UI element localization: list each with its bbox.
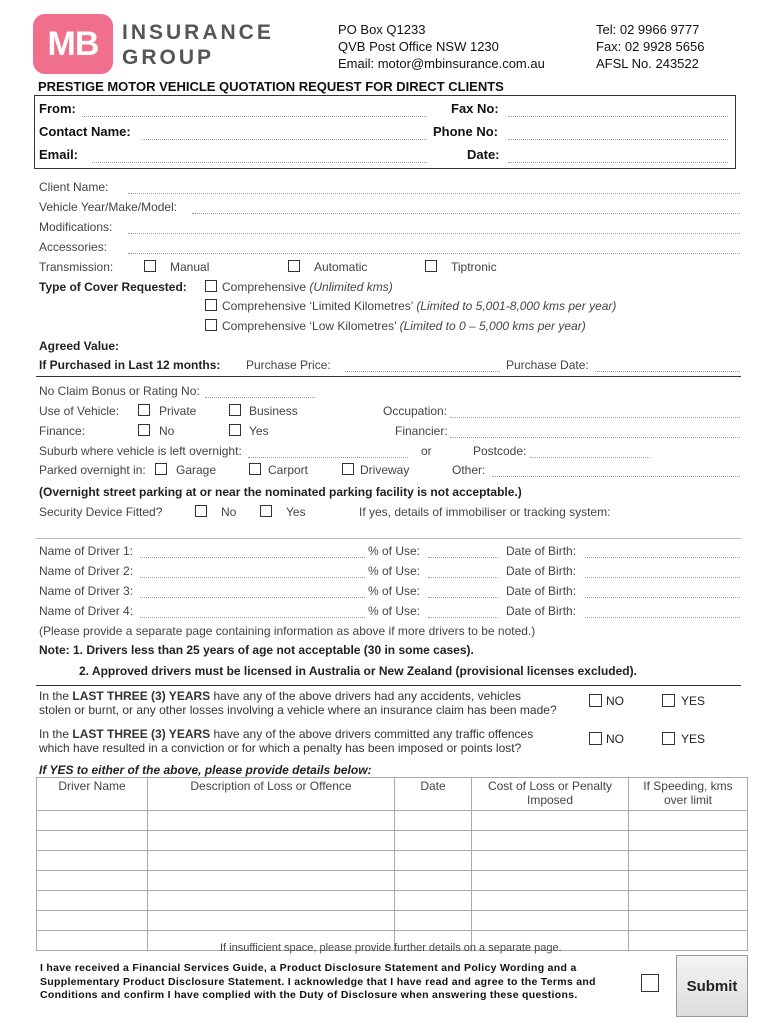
driver4-dob-field[interactable] [585, 617, 740, 618]
table-cell[interactable] [472, 831, 629, 851]
drivers-note-2: 2. Approved drivers must be licensed in Australia or New Zealand (provisional licenses excluded). [79, 664, 637, 678]
submit-button[interactable]: Submit [676, 955, 748, 1017]
phone-label: Phone No: [433, 124, 498, 139]
from-label: From: [39, 101, 76, 116]
carport-checkbox[interactable] [249, 463, 261, 475]
purchase-price-label: Purchase Price: [246, 358, 331, 372]
table-row [37, 891, 748, 911]
table-cell[interactable] [629, 931, 748, 951]
header-afsl: AFSL No. 243522 [596, 56, 699, 71]
cover-low-checkbox[interactable] [205, 319, 217, 331]
question-claims [39, 689, 579, 717]
claims-header-row [37, 778, 748, 811]
table-cell[interactable] [395, 831, 472, 851]
insufficient-space-note: If insufficient space, please provide further details on a separate page. [220, 942, 562, 954]
agreed-value-label: Agreed Value: [39, 339, 120, 353]
fax-label: Fax No: [451, 101, 499, 116]
date-label: Date: [467, 147, 500, 162]
purchase-date-field[interactable] [595, 371, 740, 372]
automatic-label: Automatic [314, 260, 368, 274]
section-divider-2 [36, 685, 741, 686]
vehicle-label: Vehicle Year/Make/Model: [39, 200, 178, 214]
table-row [37, 831, 748, 851]
driver1-dob-label: Date of Birth: [506, 544, 577, 558]
table-cell[interactable] [395, 851, 472, 871]
fax-field[interactable] [508, 116, 728, 117]
form-title: PRESTIGE MOTOR VEHICLE QUOTATION REQUEST FOR DIRECT CLIENTS [38, 79, 504, 94]
driver1-use-field[interactable] [428, 557, 498, 558]
postcode-label: Postcode: [473, 444, 527, 458]
modifications-label: Modifications: [39, 220, 113, 234]
table-cell[interactable] [148, 811, 395, 831]
logo-mark: MB [47, 24, 99, 63]
driver4-use-field[interactable] [428, 617, 498, 618]
q1-text: have any of the above drivers had any accidents, vehicles [210, 689, 522, 703]
table-row [37, 911, 748, 931]
broker-details-box [34, 95, 736, 169]
purchase-price-field[interactable] [345, 371, 500, 372]
driver3-use-field[interactable] [428, 597, 498, 598]
driver1-use-label: % of Use: [368, 544, 421, 558]
cover-opt1 [222, 280, 393, 294]
client-name-field[interactable] [128, 193, 740, 194]
cover-opt1-note: (Unlimited kms) [309, 280, 393, 294]
date-field[interactable] [508, 162, 728, 163]
cover-opt2-note: (Limited to 5,001-8,000 kms per year) [416, 299, 617, 313]
driver3-dob-label: Date of Birth: [506, 584, 577, 598]
transmission-label: Transmission: [39, 260, 114, 274]
business-label: Business [249, 404, 298, 418]
table-cell[interactable] [148, 871, 395, 891]
table-cell[interactable] [629, 891, 748, 911]
driver4-label: Name of Driver 4: [39, 604, 134, 618]
table-cell[interactable] [148, 831, 395, 851]
q2-period: LAST THREE (3) YEARS [72, 727, 211, 741]
driver4-use-label: % of Use: [368, 604, 421, 618]
driver2-dob-label: Date of Birth: [506, 564, 577, 578]
col-date: Date [395, 778, 472, 811]
table-cell[interactable] [472, 871, 629, 891]
use-label: Use of Vehicle: [39, 404, 120, 418]
business-checkbox[interactable] [229, 404, 241, 416]
modifications-field[interactable] [128, 233, 740, 234]
q1-prefix: In the [39, 689, 73, 703]
cover-unlimited-checkbox[interactable] [205, 280, 217, 292]
col-cost: Cost of Loss or Penalty Imposed [472, 778, 629, 811]
col-description: Description of Loss or Offence [148, 778, 395, 811]
driver1-name-field[interactable] [140, 557, 365, 558]
table-cell[interactable] [629, 811, 748, 831]
carport-label: Carport [268, 463, 309, 477]
table-cell[interactable] [472, 811, 629, 831]
question-offences [39, 727, 579, 755]
q1-period: LAST THREE (3) YEARS [72, 689, 211, 703]
postal-address [338, 21, 545, 72]
driver2-label: Name of Driver 2: [39, 564, 134, 578]
finance-no-checkbox[interactable] [138, 424, 150, 436]
brand-line1: INSURANCE [122, 21, 274, 44]
from-field[interactable] [82, 116, 427, 117]
driver2-dob-field[interactable] [585, 577, 740, 578]
accessories-label: Accessories: [39, 240, 108, 254]
table-row [37, 851, 748, 871]
security-no-checkbox[interactable] [195, 505, 207, 517]
contact-field[interactable] [142, 139, 427, 140]
occupation-label: Occupation: [383, 404, 448, 418]
finance-no-label: No [159, 424, 175, 438]
driver1-dob-field[interactable] [585, 557, 740, 558]
driver4-dob-label: Date of Birth: [506, 604, 577, 618]
security-yes-label: Yes [286, 505, 306, 519]
finance-label: Finance: [39, 424, 86, 438]
q2-no-checkbox[interactable] [589, 732, 602, 745]
q1-yes-label: YES [681, 694, 706, 708]
table-cell[interactable] [629, 851, 748, 871]
table-cell[interactable] [148, 851, 395, 871]
table-row [37, 811, 748, 831]
q2-prefix: In the [39, 727, 73, 741]
security-no-label: No [221, 505, 237, 519]
driver2-name-field[interactable] [140, 577, 365, 578]
table-cell[interactable] [37, 871, 148, 891]
q1-no-label: NO [606, 694, 624, 708]
parking-warning: (Overnight street parking at or near the nominated parking facility is not acceptable.) [39, 485, 522, 499]
driver2-use-label: % of Use: [368, 564, 421, 578]
parked-label: Parked overnight in: [39, 463, 146, 477]
manual-checkbox[interactable] [144, 260, 156, 272]
driver3-use-label: % of Use: [368, 584, 421, 598]
other-field[interactable] [492, 476, 740, 477]
table-cell[interactable] [37, 931, 148, 951]
q1-yes-checkbox[interactable] [662, 694, 675, 707]
automatic-checkbox[interactable] [288, 260, 300, 272]
driver3-name-field[interactable] [140, 597, 365, 598]
header-email: Email: motor@mbinsurance.com.au [338, 56, 545, 71]
table-cell[interactable] [395, 871, 472, 891]
cover-opt3-label: Comprehensive ‘Low Kilometres’ [222, 319, 397, 333]
private-label: Private [159, 404, 197, 418]
brand-name [122, 20, 274, 70]
q1-text-2: stolen or burnt, or any other losses involving a vehicle where an insurance claim has been made? [39, 703, 557, 717]
table-cell[interactable] [629, 871, 748, 891]
driver3-label: Name of Driver 3: [39, 584, 134, 598]
driver4-name-field[interactable] [140, 617, 365, 618]
security-details-field[interactable] [36, 538, 741, 539]
ncb-field[interactable] [205, 397, 315, 398]
tiptronic-checkbox[interactable] [425, 260, 437, 272]
claims-table [36, 777, 748, 951]
table-cell[interactable] [629, 911, 748, 931]
table-cell[interactable] [472, 891, 629, 911]
cover-opt2 [222, 299, 616, 313]
contact-numbers [596, 21, 704, 72]
garage-checkbox[interactable] [155, 463, 167, 475]
cover-opt1-label: Comprehensive [222, 280, 307, 294]
vehicle-field[interactable] [192, 213, 740, 214]
accessories-field[interactable] [128, 253, 740, 254]
col-driver-name: Driver Name [37, 778, 148, 811]
tiptronic-label: Tiptronic [451, 260, 497, 274]
client-name-label: Client Name: [39, 180, 109, 194]
q2-text-2: which have resulted in a conviction or for which a penalty has been imposed or points lost? [39, 741, 522, 755]
table-row [37, 871, 748, 891]
driveway-label: Driveway [360, 463, 410, 477]
table-cell[interactable] [395, 811, 472, 831]
header-tel: Tel: 02 9966 9777 [596, 22, 700, 37]
or-label: or [421, 444, 432, 458]
q2-no-label: NO [606, 732, 624, 746]
postcode-field[interactable] [530, 457, 650, 458]
drivers-note-1: Note: 1. Drivers less than 25 years of age not acceptable (30 in some cases). [39, 643, 474, 657]
suburb-field[interactable] [248, 457, 408, 458]
suburb-label: Suburb where vehicle is left overnight: [39, 444, 242, 458]
declaration-text: I have received a Financial Services Guide, a Product Disclosure Statement and Policy Wording and a Supplementary Product Disclosure Statement. I acknowledge that I have read and agree to the Terms and Conditions and confirm I have complied with the Duty of Disclosure when answering these questions. [40, 962, 596, 1001]
security-yes-checkbox[interactable] [260, 505, 272, 517]
financier-label: Financier: [395, 424, 448, 438]
email-label: Email: [39, 147, 79, 162]
table-cell[interactable] [395, 891, 472, 911]
driver2-use-field[interactable] [428, 577, 498, 578]
purchase-date-label: Purchase Date: [506, 358, 589, 372]
table-cell[interactable] [395, 911, 472, 931]
security-label: Security Device Fitted? [39, 505, 163, 519]
table-cell[interactable] [472, 911, 629, 931]
email-field[interactable] [92, 162, 427, 163]
cover-opt3 [222, 319, 586, 333]
cover-label: Type of Cover Requested: [39, 280, 187, 294]
garage-label: Garage [176, 463, 217, 477]
table-cell[interactable] [629, 831, 748, 851]
security-details-label: If yes, details of immobiliser or tracking system: [359, 505, 611, 519]
q1-no-checkbox[interactable] [589, 694, 602, 707]
driveway-checkbox[interactable] [342, 463, 354, 475]
brand-logo [33, 14, 113, 74]
table-cell[interactable] [37, 831, 148, 851]
driver3-dob-field[interactable] [585, 597, 740, 598]
q2-text: have any of the above drivers committed any traffic offences [210, 727, 534, 741]
declaration-checkbox[interactable] [641, 974, 659, 992]
financier-field[interactable] [450, 437, 740, 438]
col-speeding: If Speeding, kms over limit [629, 778, 748, 811]
private-checkbox[interactable] [138, 404, 150, 416]
claims-heading: If YES to either of the above, please provide details below: [39, 763, 372, 777]
phone-field[interactable] [508, 139, 728, 140]
manual-label: Manual [170, 260, 210, 274]
finance-yes-label: Yes [249, 424, 269, 438]
occupation-field[interactable] [450, 417, 740, 418]
table-cell[interactable] [37, 891, 148, 911]
driver1-label: Name of Driver 1: [39, 544, 134, 558]
table-cell[interactable] [37, 851, 148, 871]
cover-limited-checkbox[interactable] [205, 299, 217, 311]
drivers-note: (Please provide a separate page containing information as above if more drivers to be noted.) [39, 624, 536, 638]
address-line1: PO Box Q1233 [338, 22, 426, 37]
brand-line2: GROUP [122, 46, 215, 69]
q2-yes-checkbox[interactable] [662, 732, 675, 745]
table-cell[interactable] [148, 911, 395, 931]
purchased-label: If Purchased in Last 12 months: [39, 358, 221, 372]
other-label: Other: [452, 463, 486, 477]
ncb-label: No Claim Bonus or Rating No: [39, 384, 200, 398]
address-line2: QVB Post Office NSW 1230 [338, 39, 499, 54]
finance-yes-checkbox[interactable] [229, 424, 241, 436]
header-fax: Fax: 02 9928 5656 [596, 39, 705, 54]
table-cell[interactable] [37, 911, 148, 931]
contact-label: Contact Name: [39, 124, 131, 139]
cover-opt3-note: (Limited to 0 – 5,000 kms per year) [399, 319, 586, 333]
q2-yes-label: YES [681, 732, 706, 746]
cover-opt2-label: Comprehensive ‘Limited Kilometres’ [222, 299, 413, 313]
table-cell[interactable] [472, 851, 629, 871]
table-cell[interactable] [148, 891, 395, 911]
table-cell[interactable] [37, 811, 148, 831]
section-divider [36, 376, 741, 377]
